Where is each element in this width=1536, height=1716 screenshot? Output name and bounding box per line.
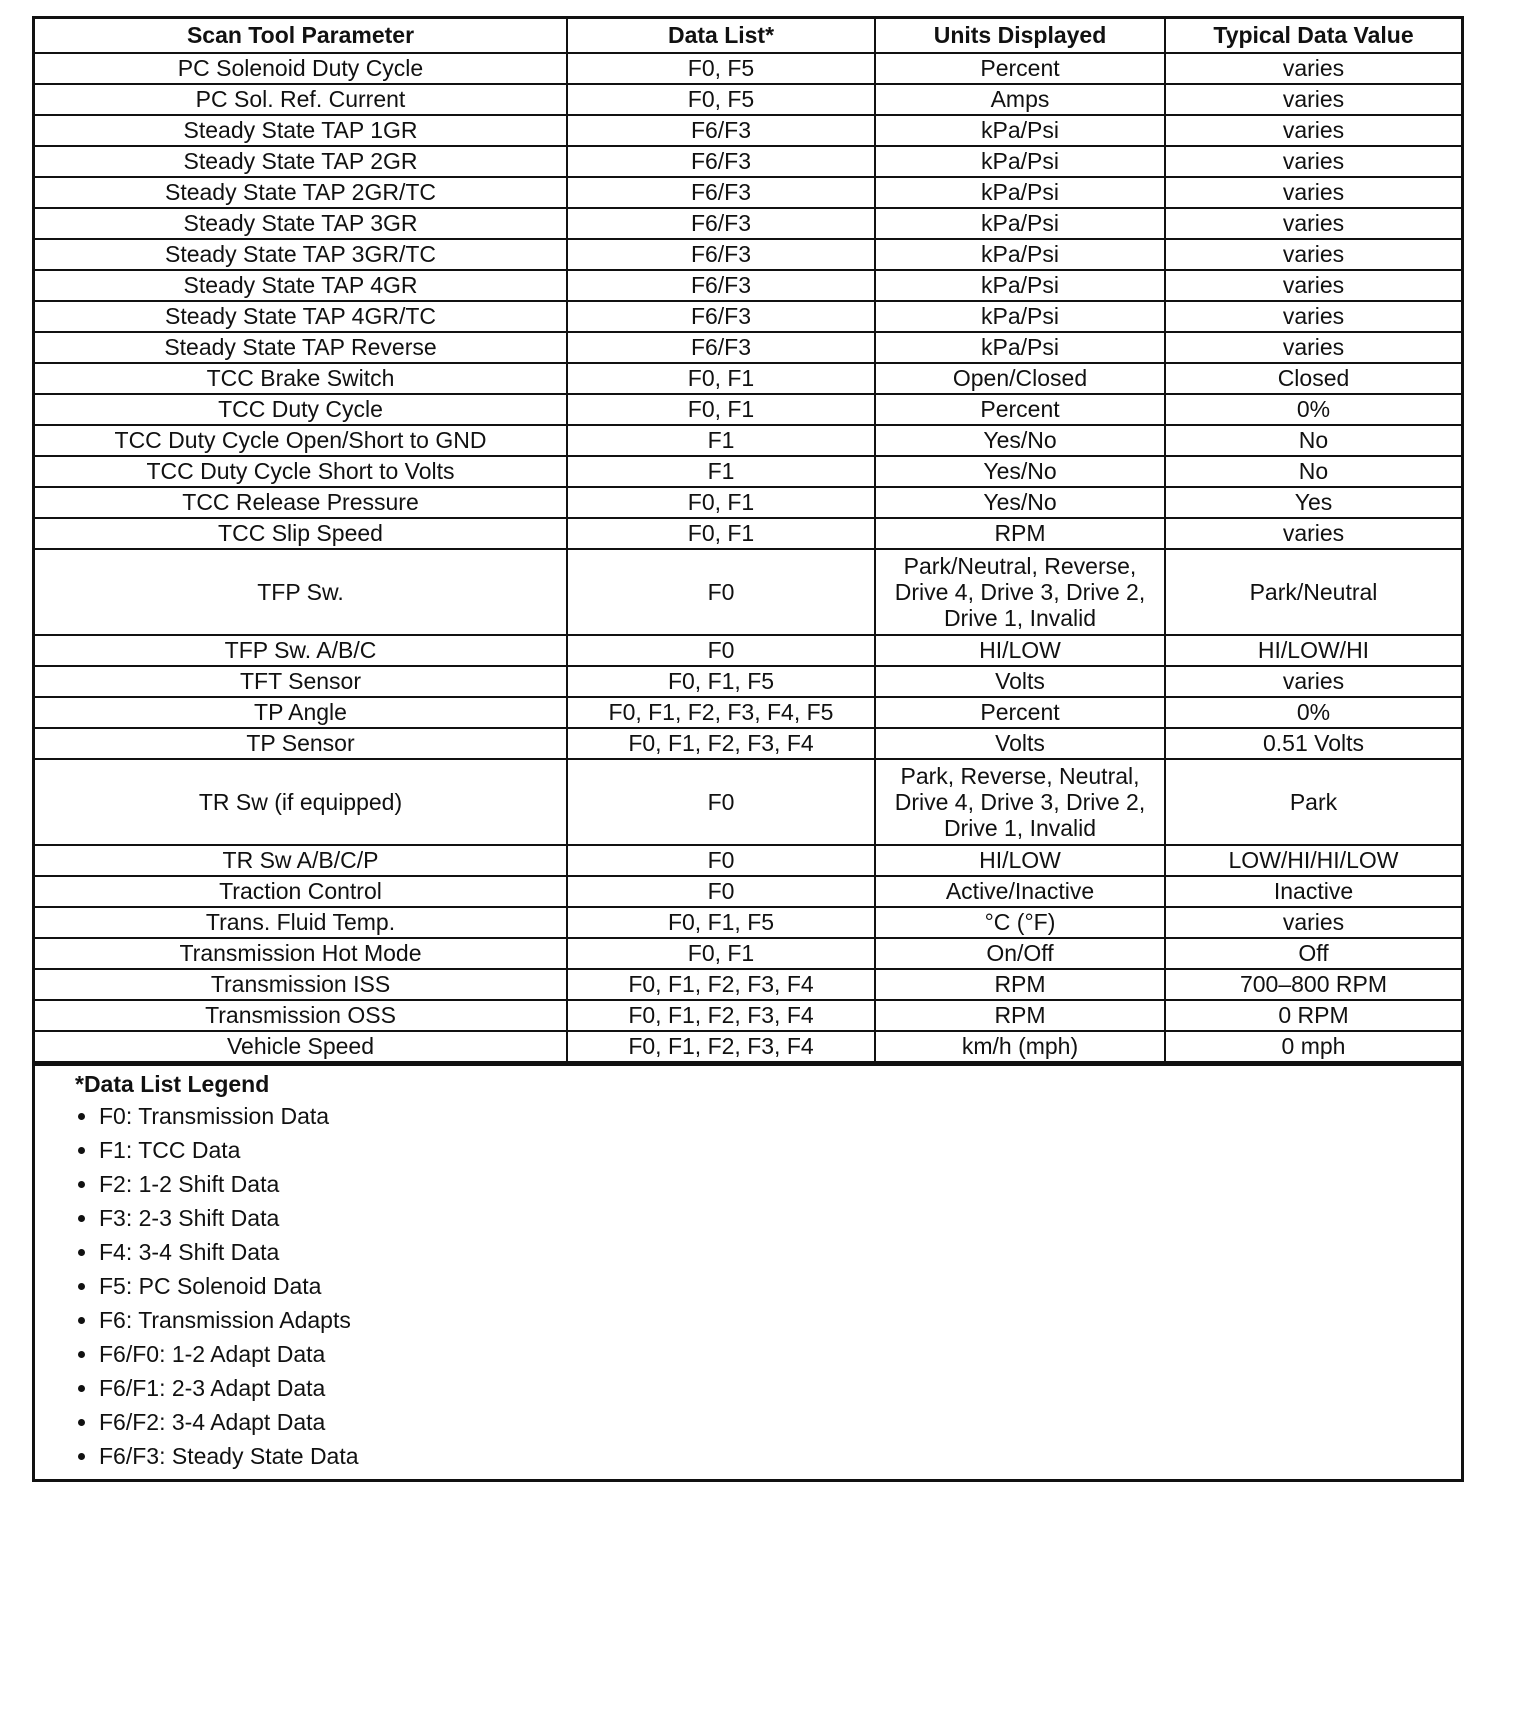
typical-value-cell: 0 mph <box>1165 1031 1461 1062</box>
data-list-cell: F0 <box>567 635 875 666</box>
typical-value-cell: 0% <box>1165 394 1461 425</box>
typical-value-cell: Yes <box>1165 487 1461 518</box>
units-cell: Park/Neutral, Reverse, Drive 4, Drive 3, Drive 2, Drive 1, Invalid <box>875 549 1165 635</box>
units-cell: kPa/Psi <box>875 301 1165 332</box>
typical-value-cell: Off <box>1165 938 1461 969</box>
data-list-cell: F6/F3 <box>567 146 875 177</box>
typical-value-cell: varies <box>1165 177 1461 208</box>
bullet-icon <box>78 1385 85 1392</box>
table-row <box>35 938 1461 969</box>
typical-value-cell: No <box>1165 425 1461 456</box>
parameter-cell: Steady State TAP 4GR <box>35 270 567 301</box>
units-cell: On/Off <box>875 938 1165 969</box>
legend-item <box>75 1303 1461 1337</box>
header-scan-tool-parameter: Scan Tool Parameter <box>35 19 567 53</box>
parameter-cell: Vehicle Speed <box>35 1031 567 1062</box>
table-row <box>35 969 1461 1000</box>
parameter-cell: Transmission Hot Mode <box>35 938 567 969</box>
parameter-cell: Steady State TAP 2GR <box>35 146 567 177</box>
typical-value-cell: varies <box>1165 146 1461 177</box>
typical-value-cell: 0% <box>1165 697 1461 728</box>
table-row <box>35 697 1461 728</box>
legend-item-text: F0: Transmission Data <box>99 1103 330 1129</box>
typical-value-cell: varies <box>1165 332 1461 363</box>
units-cell: Volts <box>875 666 1165 697</box>
typical-value-cell: Park/Neutral <box>1165 549 1461 635</box>
legend-item <box>75 1099 1461 1133</box>
parameter-cell: TCC Duty Cycle <box>35 394 567 425</box>
legend-title: *Data List Legend <box>75 1071 270 1097</box>
units-cell: Percent <box>875 53 1165 84</box>
units-cell: kPa/Psi <box>875 208 1165 239</box>
typical-value-cell: varies <box>1165 208 1461 239</box>
parameter-cell: Steady State TAP 4GR/TC <box>35 301 567 332</box>
units-cell: RPM <box>875 1000 1165 1031</box>
legend-item-text: F3: 2-3 Shift Data <box>99 1205 280 1231</box>
legend-item <box>75 1235 1461 1269</box>
table-row <box>35 115 1461 146</box>
table-body <box>35 53 1461 1062</box>
data-list-cell: F0, F1, F2, F3, F4 <box>567 1031 875 1062</box>
table-row <box>35 759 1461 845</box>
typical-value-cell: No <box>1165 456 1461 487</box>
units-cell: kPa/Psi <box>875 177 1165 208</box>
data-list-cell: F0, F1, F5 <box>567 907 875 938</box>
data-list-cell: F6/F3 <box>567 115 875 146</box>
legend-item <box>75 1133 1461 1167</box>
data-list-cell: F0, F1 <box>567 363 875 394</box>
units-cell: kPa/Psi <box>875 146 1165 177</box>
bullet-icon <box>78 1181 85 1188</box>
parameter-cell: TP Angle <box>35 697 567 728</box>
table-row <box>35 1000 1461 1031</box>
units-cell: Percent <box>875 697 1165 728</box>
units-cell: °C (°F) <box>875 907 1165 938</box>
units-cell: RPM <box>875 969 1165 1000</box>
parameter-cell: PC Sol. Ref. Current <box>35 84 567 115</box>
data-list-cell: F0, F1, F2, F3, F4 <box>567 1000 875 1031</box>
parameter-cell: TCC Release Pressure <box>35 487 567 518</box>
table-row <box>35 728 1461 759</box>
parameter-cell: TCC Brake Switch <box>35 363 567 394</box>
data-list-cell: F0, F1, F2, F3, F4, F5 <box>567 697 875 728</box>
units-cell: Park, Reverse, Neutral, Drive 4, Drive 3, Drive 2, Drive 1, Invalid <box>875 759 1165 845</box>
legend-item-text: F6/F1: 2-3 Adapt Data <box>99 1375 326 1401</box>
units-cell: Yes/No <box>875 425 1165 456</box>
legend-item-text: F6/F2: 3-4 Adapt Data <box>99 1409 326 1435</box>
typical-value-cell: varies <box>1165 301 1461 332</box>
parameter-cell: Steady State TAP Reverse <box>35 332 567 363</box>
bullet-icon <box>78 1215 85 1222</box>
units-cell: km/h (mph) <box>875 1031 1165 1062</box>
table-row <box>35 876 1461 907</box>
table-row <box>35 301 1461 332</box>
parameter-cell: TR Sw (if equipped) <box>35 759 567 845</box>
units-cell: Volts <box>875 728 1165 759</box>
data-table-sheet <box>32 16 1464 1482</box>
typical-value-cell: varies <box>1165 270 1461 301</box>
units-cell: Percent <box>875 394 1165 425</box>
table-row <box>35 907 1461 938</box>
legend-item <box>75 1167 1461 1201</box>
typical-value-cell: Park <box>1165 759 1461 845</box>
typical-value-cell: varies <box>1165 907 1461 938</box>
parameter-cell: Transmission ISS <box>35 969 567 1000</box>
legend-item-text: F6: Transmission Adapts <box>99 1307 351 1333</box>
typical-value-cell: 700–800 RPM <box>1165 969 1461 1000</box>
parameter-cell: TFP Sw. A/B/C <box>35 635 567 666</box>
parameter-cell: TCC Duty Cycle Short to Volts <box>35 456 567 487</box>
header-units-displayed: Units Displayed <box>875 19 1165 53</box>
scan-tool-data-table <box>35 19 1461 1063</box>
units-cell: Yes/No <box>875 487 1165 518</box>
typical-value-cell: LOW/HI/HI/LOW <box>1165 845 1461 876</box>
data-list-cell: F0, F1 <box>567 938 875 969</box>
units-cell: Amps <box>875 84 1165 115</box>
table-row <box>35 487 1461 518</box>
header-data-list: Data List* <box>567 19 875 53</box>
parameter-cell: Transmission OSS <box>35 1000 567 1031</box>
units-cell: Yes/No <box>875 456 1165 487</box>
typical-value-cell: varies <box>1165 518 1461 549</box>
table-row <box>35 425 1461 456</box>
parameter-cell: Steady State TAP 2GR/TC <box>35 177 567 208</box>
parameter-cell: PC Solenoid Duty Cycle <box>35 53 567 84</box>
legend-item-text: F5: PC Solenoid Data <box>99 1273 322 1299</box>
parameter-cell: TCC Slip Speed <box>35 518 567 549</box>
typical-value-cell: varies <box>1165 115 1461 146</box>
units-cell: Active/Inactive <box>875 876 1165 907</box>
data-list-cell: F0, F5 <box>567 84 875 115</box>
data-list-cell: F0, F1, F2, F3, F4 <box>567 728 875 759</box>
bullet-icon <box>78 1351 85 1358</box>
table-row <box>35 332 1461 363</box>
typical-value-cell: 0 RPM <box>1165 1000 1461 1031</box>
typical-value-cell: HI/LOW/HI <box>1165 635 1461 666</box>
units-cell: kPa/Psi <box>875 332 1165 363</box>
data-list-cell: F0, F1 <box>567 487 875 518</box>
data-list-cell: F0, F5 <box>567 53 875 84</box>
data-list-cell: F0 <box>567 759 875 845</box>
table-row <box>35 363 1461 394</box>
data-list-cell: F6/F3 <box>567 332 875 363</box>
units-cell: kPa/Psi <box>875 115 1165 146</box>
units-cell: kPa/Psi <box>875 239 1165 270</box>
table-row <box>35 146 1461 177</box>
table-row <box>35 84 1461 115</box>
legend-item <box>75 1269 1461 1303</box>
header-typical-data-value: Typical Data Value <box>1165 19 1461 53</box>
data-list-cell: F6/F3 <box>567 270 875 301</box>
units-cell: RPM <box>875 518 1165 549</box>
table-row <box>35 53 1461 84</box>
parameter-cell: TFT Sensor <box>35 666 567 697</box>
legend-item <box>75 1337 1461 1371</box>
data-list-cell: F0, F1 <box>567 518 875 549</box>
typical-value-cell: Closed <box>1165 363 1461 394</box>
table-row <box>35 845 1461 876</box>
data-list-legend <box>35 1063 1461 1479</box>
legend-item-text: F6/F3: Steady State Data <box>99 1443 359 1469</box>
legend-item <box>75 1371 1461 1405</box>
units-cell: kPa/Psi <box>875 270 1165 301</box>
legend-item-text: F4: 3-4 Shift Data <box>99 1239 280 1265</box>
bullet-icon <box>78 1317 85 1324</box>
data-list-cell: F0, F1 <box>567 394 875 425</box>
units-cell: Open/Closed <box>875 363 1165 394</box>
data-list-cell: F6/F3 <box>567 301 875 332</box>
data-list-cell: F0 <box>567 876 875 907</box>
legend-item-text: F2: 1-2 Shift Data <box>99 1171 280 1197</box>
bullet-icon <box>78 1283 85 1290</box>
table-row <box>35 666 1461 697</box>
typical-value-cell: varies <box>1165 53 1461 84</box>
bullet-icon <box>78 1419 85 1426</box>
parameter-cell: TCC Duty Cycle Open/Short to GND <box>35 425 567 456</box>
parameter-cell: TR Sw A/B/C/P <box>35 845 567 876</box>
table-row <box>35 635 1461 666</box>
units-cell: HI/LOW <box>875 845 1165 876</box>
table-row <box>35 177 1461 208</box>
legend-item-text: F1: TCC Data <box>99 1137 241 1163</box>
data-list-cell: F0 <box>567 549 875 635</box>
table-row <box>35 394 1461 425</box>
data-list-cell: F1 <box>567 425 875 456</box>
table-row <box>35 208 1461 239</box>
data-list-cell: F6/F3 <box>567 208 875 239</box>
typical-value-cell: varies <box>1165 239 1461 270</box>
parameter-cell: Steady State TAP 3GR <box>35 208 567 239</box>
table-row <box>35 1031 1461 1062</box>
table-row <box>35 239 1461 270</box>
table-row <box>35 270 1461 301</box>
table-header-row <box>35 19 1461 53</box>
legend-list <box>75 1099 1461 1473</box>
parameter-cell: TP Sensor <box>35 728 567 759</box>
bullet-icon <box>78 1113 85 1120</box>
typical-value-cell: varies <box>1165 666 1461 697</box>
units-cell: HI/LOW <box>875 635 1165 666</box>
legend-item <box>75 1439 1461 1473</box>
legend-item <box>75 1201 1461 1235</box>
data-list-cell: F0 <box>567 845 875 876</box>
data-list-cell: F6/F3 <box>567 239 875 270</box>
typical-value-cell: Inactive <box>1165 876 1461 907</box>
parameter-cell: Steady State TAP 3GR/TC <box>35 239 567 270</box>
parameter-cell: Trans. Fluid Temp. <box>35 907 567 938</box>
data-list-cell: F1 <box>567 456 875 487</box>
table-row <box>35 456 1461 487</box>
typical-value-cell: 0.51 Volts <box>1165 728 1461 759</box>
parameter-cell: Traction Control <box>35 876 567 907</box>
bullet-icon <box>78 1147 85 1154</box>
parameter-cell: Steady State TAP 1GR <box>35 115 567 146</box>
parameter-cell: TFP Sw. <box>35 549 567 635</box>
data-list-cell: F0, F1, F2, F3, F4 <box>567 969 875 1000</box>
table-row <box>35 518 1461 549</box>
bullet-icon <box>78 1453 85 1460</box>
legend-item <box>75 1405 1461 1439</box>
bullet-icon <box>78 1249 85 1256</box>
data-list-cell: F0, F1, F5 <box>567 666 875 697</box>
legend-item-text: F6/F0: 1-2 Adapt Data <box>99 1341 326 1367</box>
typical-value-cell: varies <box>1165 84 1461 115</box>
table-row <box>35 549 1461 635</box>
data-list-cell: F6/F3 <box>567 177 875 208</box>
